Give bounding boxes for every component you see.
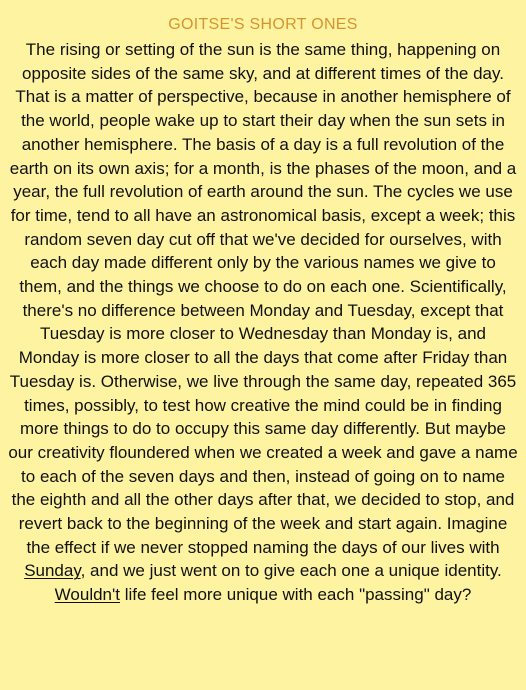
- post-title: GOITSE'S SHORT ONES: [168, 16, 358, 33]
- body-text-part-3: life feel more unique with each "passing" day?: [119, 585, 472, 605]
- body-text-part-1: The rising or setting of the sun is the same thing, happening on opposite sides of the same sky, and at different times of the day. That is a matter of perspective, because in another hemisphere of the world, people wake up to start their day when the sun sets in another hemisphere. The basis of a day is a full revolution of the earth on its own axis; for a month, is the phases of the moon, and a year, the full revolution of earth around the sun. The cycles we use for time, tend to all have an astronomical basis, except a week; this random seven day cut off that we've decided for ourselves, with each day made different only by the various names we give to them, and the things we choose to do on each one. Scientifically, there's no difference between Monday and Tuesday, except that Tuesday is more closer to Wednesday than Monday is, and Monday is more closer to all the days that come after Friday than Tuesday is. Otherwise, we live through the same day, repeated 365 times, possibly, to test how creative the mind could be in finding more things to do to occupy this same day differently. But maybe our creativity floundered when we created a week and gave a name to each of the seven days and then, instead of going on to name the eighth and all the other days after that, we decided to stop, and revert back to the beginning of the week and start again. Imagine the effect if we never stopped naming the days of our lives with: [8, 40, 518, 557]
- underlined-word-sunday: Sunday: [24, 561, 81, 581]
- body-text-part-2: , and we just went on to give each one a unique identity.: [80, 561, 502, 581]
- underlined-word-wouldnt: Wouldn't: [54, 585, 120, 605]
- post-body: [8, 38, 518, 607]
